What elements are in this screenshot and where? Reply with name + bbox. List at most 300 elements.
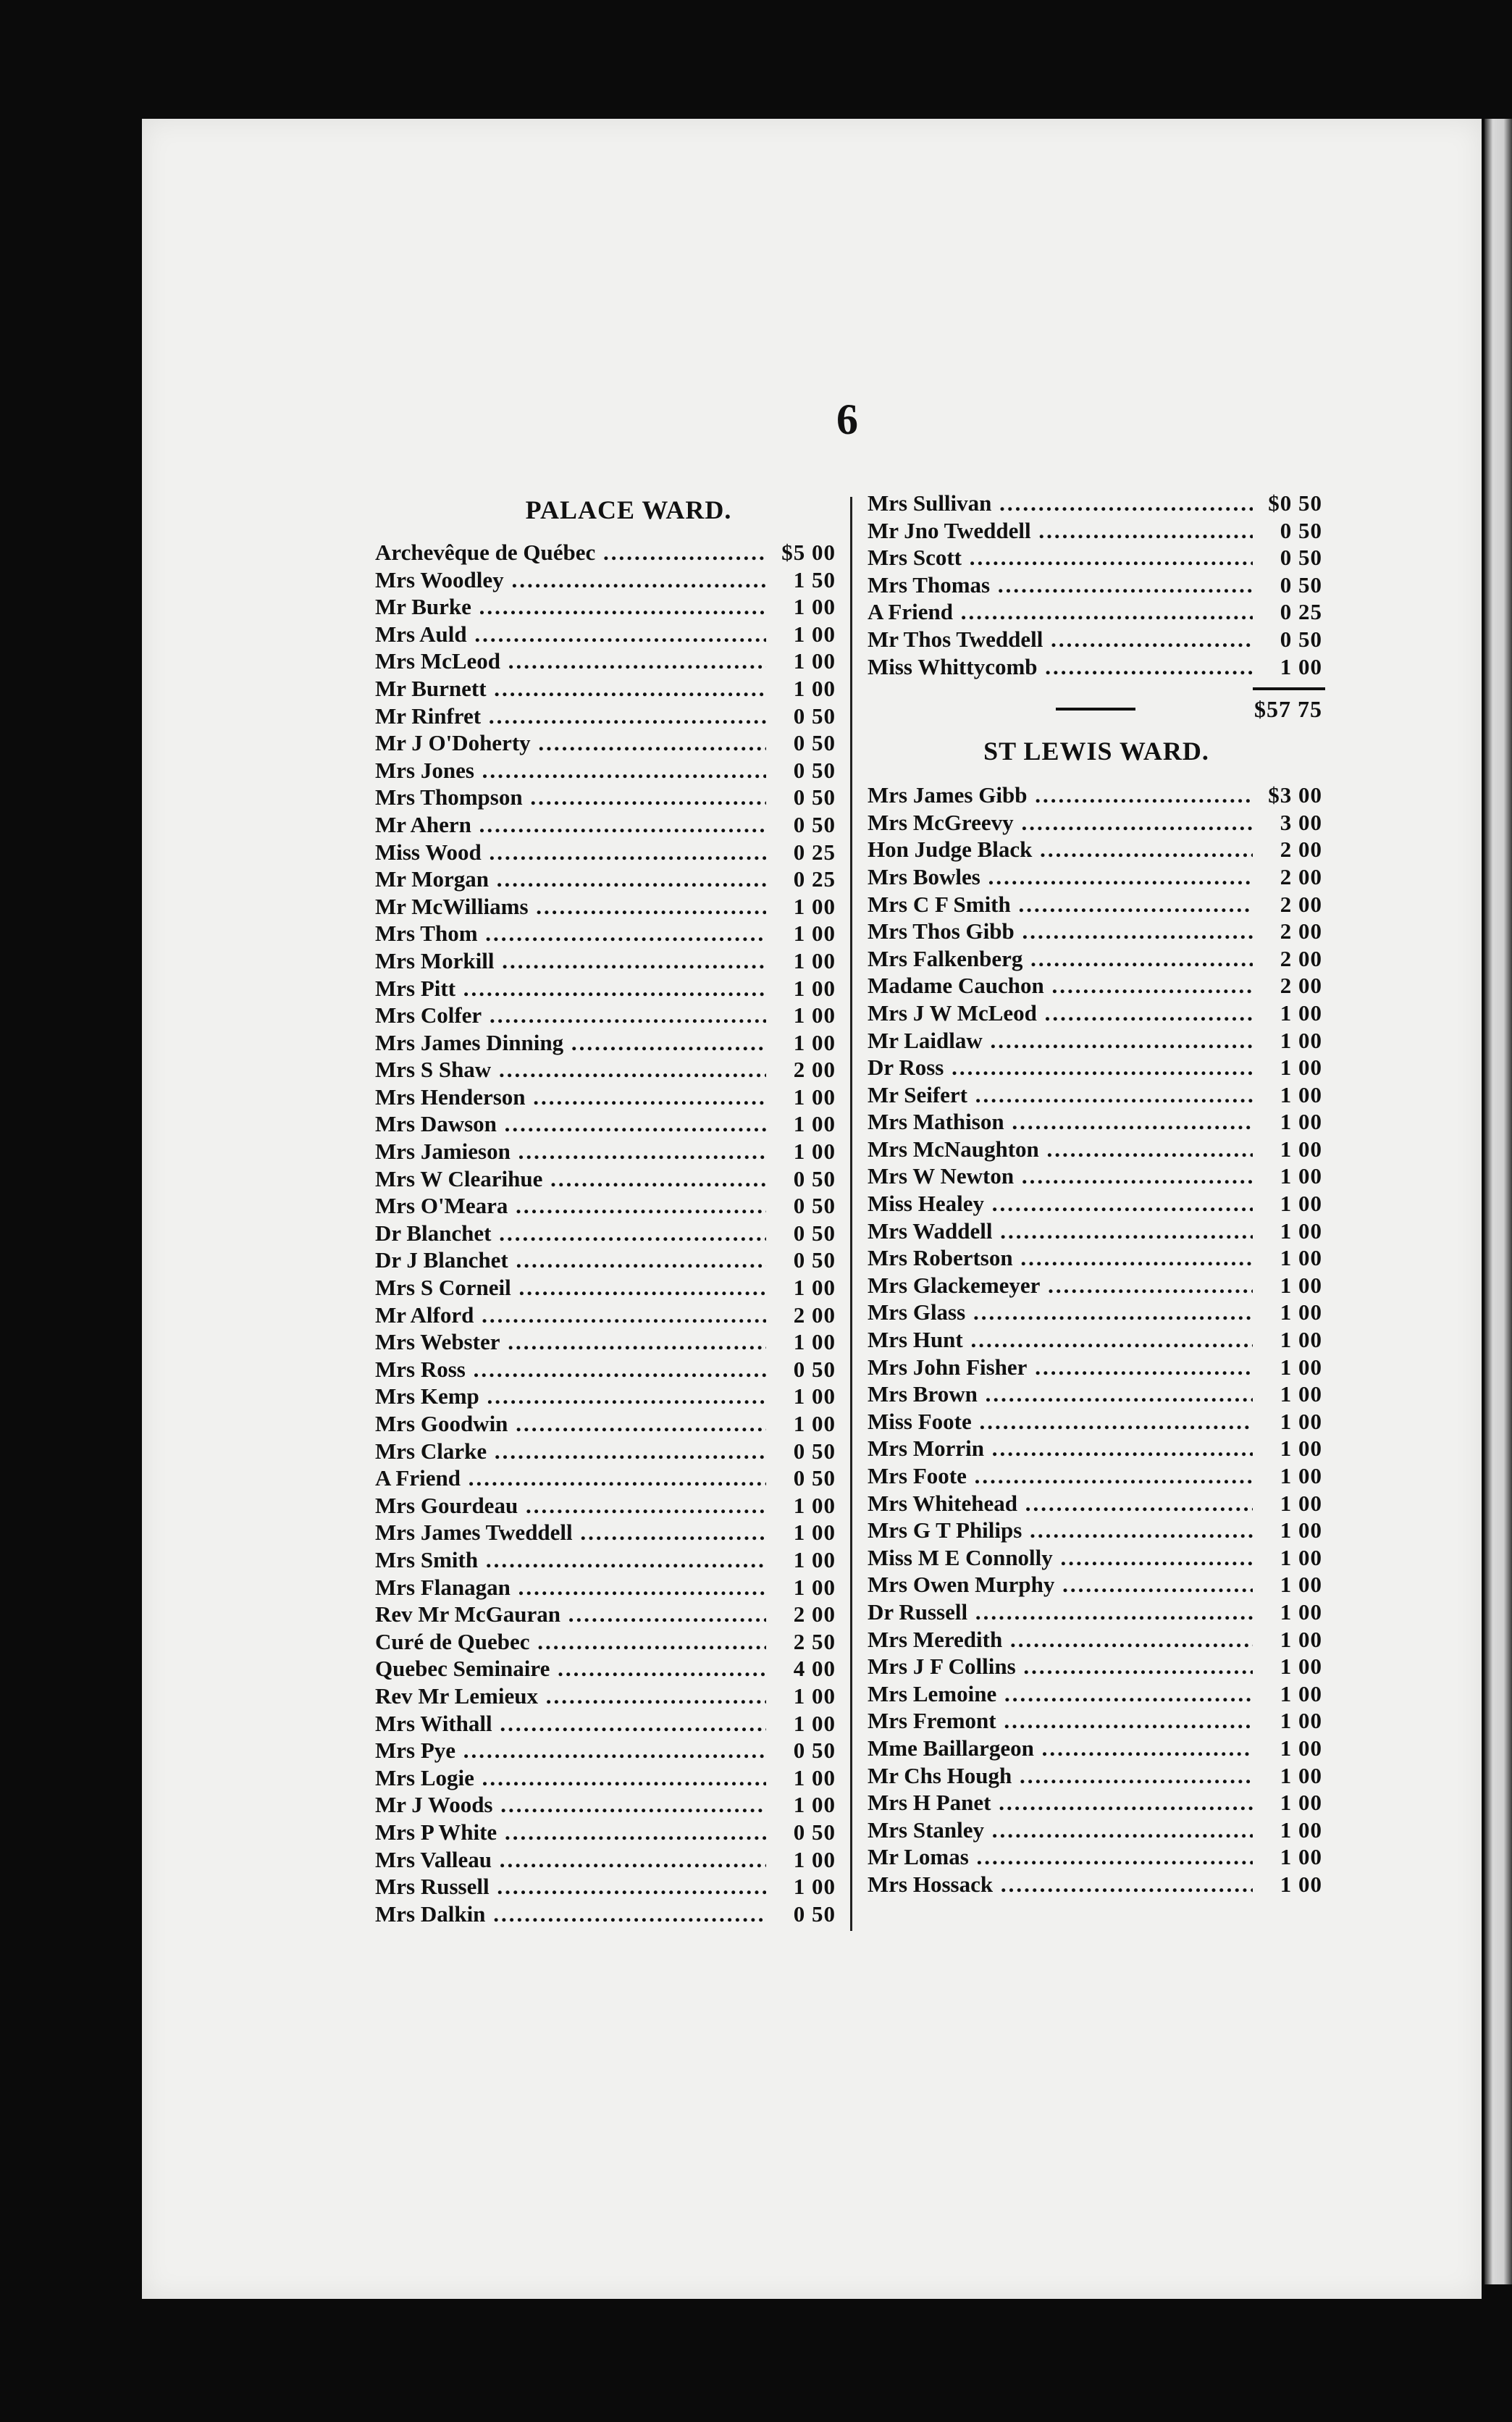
donor-name: Mrs J F Collins ..... bbox=[868, 1653, 1253, 1680]
list-item bbox=[868, 1626, 1325, 1654]
list-item bbox=[868, 918, 1325, 945]
list-item bbox=[375, 1328, 839, 1356]
donor-name: Mrs Kemp ..... bbox=[375, 1383, 766, 1410]
list-item bbox=[868, 490, 1325, 517]
list-item bbox=[868, 1571, 1325, 1598]
donation-amount: 1 00 bbox=[793, 1492, 836, 1518]
donation-amount: 1 00 bbox=[1280, 1680, 1322, 1706]
list-item bbox=[868, 1218, 1325, 1245]
donor-name: Mrs McGreevy ..... bbox=[868, 809, 1253, 837]
donation-amount: 0 50 bbox=[793, 757, 836, 783]
donation-amount: 0 25 bbox=[793, 866, 836, 892]
donation-amount: 0 50 bbox=[793, 1165, 836, 1191]
donation-amount: 1 00 bbox=[1280, 1544, 1322, 1570]
donation-amount: 1 00 bbox=[1280, 1381, 1322, 1407]
donor-name: Mr Ahern ..... bbox=[375, 811, 766, 839]
list-item bbox=[868, 1462, 1325, 1490]
donor-name: Mr Burke ..... bbox=[375, 593, 766, 621]
donation-amount: 1 00 bbox=[1280, 1762, 1322, 1788]
list-item bbox=[375, 1601, 839, 1628]
donation-amount: 2 00 bbox=[1280, 863, 1322, 889]
list-item bbox=[375, 1084, 839, 1111]
donation-amount: 1 00 bbox=[1280, 1109, 1322, 1135]
donation-amount: 0 50 bbox=[793, 730, 836, 756]
donation-amount: 0 50 bbox=[793, 811, 836, 837]
list-item bbox=[868, 1817, 1325, 1844]
donor-name: Mrs Hunt ..... bbox=[868, 1326, 1253, 1354]
donor-name: Miss Foote ..... bbox=[868, 1408, 1253, 1436]
donor-name: Miss Wood ..... bbox=[375, 839, 766, 866]
donation-amount: 1 00 bbox=[1280, 1027, 1322, 1053]
donor-name: Mrs Clarke ..... bbox=[375, 1438, 766, 1465]
donation-amount: 0 50 bbox=[793, 1356, 836, 1382]
donor-name: Mr Laidlaw ..... bbox=[868, 1027, 1253, 1055]
palace-ward-continued-list bbox=[868, 490, 1325, 680]
donor-name: Mrs Gourdeau ..... bbox=[375, 1492, 766, 1520]
list-item bbox=[375, 1138, 839, 1165]
donor-name: Curé de Quebec ..... bbox=[375, 1628, 766, 1656]
donation-amount: 1 50 bbox=[793, 566, 836, 592]
donation-amount: 1 00 bbox=[793, 1002, 836, 1028]
donation-amount: 1 00 bbox=[793, 1411, 836, 1436]
donation-amount: 1 00 bbox=[793, 1111, 836, 1137]
donation-amount: 1 00 bbox=[1280, 653, 1322, 679]
list-item bbox=[868, 1136, 1325, 1163]
donor-name: Mrs Bowles ..... bbox=[868, 863, 1253, 891]
donor-name: Mrs Russell ..... bbox=[375, 1873, 766, 1901]
donation-amount: 1 00 bbox=[793, 1329, 836, 1355]
donor-name: Mrs P White ..... bbox=[375, 1819, 766, 1846]
donation-amount: 1 00 bbox=[1280, 1626, 1322, 1652]
list-item bbox=[375, 1410, 839, 1438]
donation-amount: 2 00 bbox=[793, 1302, 836, 1328]
list-item bbox=[375, 839, 839, 866]
donor-name: Mrs Sullivan ..... bbox=[868, 490, 1253, 517]
list-item bbox=[868, 1490, 1325, 1517]
donation-amount: 1 00 bbox=[793, 1683, 836, 1709]
donor-name: Mrs Colfer ..... bbox=[375, 1002, 766, 1029]
palace-ward-heading: PALACE WARD. bbox=[525, 495, 732, 524]
list-item bbox=[868, 517, 1325, 545]
donation-amount: 1 00 bbox=[1280, 1735, 1322, 1761]
list-item bbox=[868, 544, 1325, 571]
donor-name: Mrs Dalkin ..... bbox=[375, 1901, 766, 1928]
donor-name: Mrs Webster ..... bbox=[375, 1328, 766, 1356]
donation-amount: 1 00 bbox=[1280, 1245, 1322, 1271]
list-item bbox=[375, 1737, 839, 1764]
donor-name: Mrs S Corneil ..... bbox=[375, 1274, 766, 1302]
list-item bbox=[375, 1519, 839, 1546]
list-item bbox=[375, 703, 839, 730]
donation-amount: 0 50 bbox=[793, 784, 836, 810]
list-item bbox=[868, 1108, 1325, 1136]
donation-amount: 1 00 bbox=[1280, 1163, 1322, 1189]
list-item bbox=[375, 893, 839, 921]
donor-name: Mrs W Newton ..... bbox=[868, 1162, 1253, 1190]
donor-name: Dr Russell ..... bbox=[868, 1598, 1253, 1626]
donor-name: Mr J O'Doherty ..... bbox=[375, 729, 766, 757]
donation-amount: 1 00 bbox=[793, 1383, 836, 1409]
donor-name: Mrs H Panet ..... bbox=[868, 1789, 1253, 1817]
list-item bbox=[868, 1027, 1325, 1055]
donor-name: Mrs Meredith ..... bbox=[868, 1626, 1253, 1654]
donation-amount: 1 00 bbox=[1280, 1136, 1322, 1162]
donor-name: Mrs Glass ..... bbox=[868, 1299, 1253, 1326]
list-item bbox=[375, 1029, 839, 1057]
donor-name: Mrs Glackemeyer ..... bbox=[868, 1272, 1253, 1299]
donor-name: A Friend ..... bbox=[868, 598, 1253, 626]
right-column bbox=[868, 490, 1325, 1898]
list-item bbox=[375, 1710, 839, 1738]
donation-amount: 0 50 bbox=[793, 1738, 836, 1764]
donation-amount: 0 50 bbox=[793, 1901, 836, 1927]
donor-name: Mrs McLeod ..... bbox=[375, 648, 766, 675]
list-item bbox=[375, 866, 839, 893]
list-item bbox=[868, 653, 1325, 681]
palace-ward-total-block bbox=[868, 687, 1325, 731]
list-item bbox=[375, 1574, 839, 1601]
list-item bbox=[868, 782, 1325, 809]
donor-name: Mrs Withall ..... bbox=[375, 1710, 766, 1738]
donation-amount: 1 00 bbox=[793, 1874, 836, 1900]
donation-amount: 1 00 bbox=[793, 1139, 836, 1165]
donation-amount: 1 00 bbox=[1280, 1490, 1322, 1516]
list-item bbox=[375, 1846, 839, 1874]
donor-name: Mr Alford ..... bbox=[375, 1302, 766, 1329]
donation-amount: 1 00 bbox=[1280, 1517, 1322, 1543]
list-item bbox=[868, 626, 1325, 653]
donation-amount: 1 00 bbox=[1280, 1817, 1322, 1843]
donation-amount: 1 00 bbox=[793, 1546, 836, 1572]
column-divider bbox=[850, 497, 852, 1931]
list-item bbox=[375, 648, 839, 675]
donor-name: Mr Thos Tweddell ..... bbox=[868, 626, 1253, 653]
donation-amount: 2 00 bbox=[1280, 891, 1322, 917]
list-item bbox=[375, 1546, 839, 1574]
list-item bbox=[868, 1435, 1325, 1462]
donation-amount: 1 00 bbox=[1280, 1708, 1322, 1734]
list-item bbox=[375, 1764, 839, 1792]
list-item bbox=[375, 675, 839, 703]
donor-name: Dr Blanchet ..... bbox=[375, 1220, 766, 1247]
donation-amount: 1 00 bbox=[793, 594, 836, 620]
donor-name: Rev Mr Lemieux ..... bbox=[375, 1683, 766, 1710]
donation-amount: 0 50 bbox=[1280, 517, 1322, 543]
list-item bbox=[868, 836, 1325, 863]
list-item bbox=[868, 571, 1325, 599]
donor-name: Mme Baillargeon ..... bbox=[868, 1735, 1253, 1762]
donation-amount: 1 00 bbox=[793, 975, 836, 1001]
list-item bbox=[868, 1244, 1325, 1272]
donation-amount: 1 00 bbox=[1280, 1299, 1322, 1325]
donation-amount: 1 00 bbox=[1280, 1081, 1322, 1107]
list-item bbox=[868, 1789, 1325, 1817]
total-top-rule bbox=[1253, 687, 1325, 690]
palace-ward-total-row bbox=[868, 687, 1325, 731]
donor-name: Mrs Morrin ..... bbox=[868, 1435, 1253, 1462]
donor-name: Mrs Thom ..... bbox=[375, 920, 766, 947]
donor-name: Miss Whittycomb ..... bbox=[868, 653, 1253, 681]
donor-name: Mrs Morkill ..... bbox=[375, 947, 766, 975]
donation-amount: 0 50 bbox=[793, 703, 836, 729]
donation-amount: 1 00 bbox=[1280, 1272, 1322, 1298]
donor-name: Mrs O'Meara ..... bbox=[375, 1192, 766, 1220]
donation-amount: 0 50 bbox=[793, 1193, 836, 1219]
donor-name: Mrs Ross ..... bbox=[375, 1356, 766, 1383]
donation-amount: 1 00 bbox=[1280, 1436, 1322, 1462]
donation-amount: 1 00 bbox=[793, 621, 836, 647]
donation-amount: 3 00 bbox=[1280, 809, 1322, 835]
donor-name: Mr Jno Tweddell ..... bbox=[868, 517, 1253, 545]
donor-name: Mrs Pitt ..... bbox=[375, 975, 766, 1002]
list-item bbox=[868, 1299, 1325, 1326]
donation-amount: 1 00 bbox=[793, 893, 836, 919]
list-item bbox=[868, 598, 1325, 626]
donor-name: Mrs Mathison ..... bbox=[868, 1108, 1253, 1136]
list-item bbox=[868, 1843, 1325, 1871]
list-item bbox=[375, 1683, 839, 1710]
donor-name: Mrs Goodwin ..... bbox=[375, 1410, 766, 1438]
donation-amount: 0 25 bbox=[1280, 599, 1322, 625]
donor-name: Rev Mr McGauran ..... bbox=[375, 1601, 766, 1628]
list-item bbox=[375, 729, 839, 757]
donation-amount: 1 00 bbox=[793, 1792, 836, 1818]
donation-amount: 1 00 bbox=[793, 1710, 836, 1736]
donor-name: Mrs James Dinning ..... bbox=[375, 1029, 766, 1057]
donation-amount: 2 50 bbox=[793, 1628, 836, 1654]
donation-amount: 1 00 bbox=[1280, 1871, 1322, 1897]
donor-name: Mrs Fremont ..... bbox=[868, 1707, 1253, 1735]
donation-amount: 2 00 bbox=[1280, 837, 1322, 863]
list-item bbox=[375, 1383, 839, 1410]
donation-amount: 1 00 bbox=[793, 648, 836, 674]
list-item bbox=[868, 1707, 1325, 1735]
donor-name: Mrs Brown ..... bbox=[868, 1380, 1253, 1408]
list-item bbox=[375, 1220, 839, 1247]
donation-amount: 1 00 bbox=[793, 1084, 836, 1110]
list-item bbox=[375, 1901, 839, 1928]
donation-amount: 1 00 bbox=[1280, 1327, 1322, 1353]
list-item bbox=[868, 1762, 1325, 1790]
donation-amount: 0 50 bbox=[793, 1465, 836, 1491]
donor-name: Mr Seifert ..... bbox=[868, 1081, 1253, 1109]
donor-name: Mrs Flanagan ..... bbox=[375, 1574, 766, 1601]
list-item bbox=[868, 1680, 1325, 1708]
donor-name: Dr J Blanchet ..... bbox=[375, 1246, 766, 1274]
donor-name: Mrs Waddell ..... bbox=[868, 1218, 1253, 1245]
donation-amount: 0 50 bbox=[793, 1220, 836, 1246]
list-item bbox=[375, 1056, 839, 1084]
donor-name: Mrs Robertson ..... bbox=[868, 1244, 1253, 1272]
list-item bbox=[375, 1274, 839, 1302]
list-item bbox=[868, 863, 1325, 891]
list-item bbox=[375, 539, 839, 566]
donor-name: Mrs W Clearihue ..... bbox=[375, 1165, 766, 1193]
list-item bbox=[868, 1000, 1325, 1027]
donor-name: Mrs Owen Murphy ..... bbox=[868, 1571, 1253, 1598]
list-item bbox=[868, 1408, 1325, 1436]
list-item bbox=[375, 1356, 839, 1383]
list-item bbox=[375, 621, 839, 648]
donor-name: Mrs Smith ..... bbox=[375, 1546, 766, 1574]
donor-name: A Friend ..... bbox=[375, 1464, 766, 1492]
donation-amount: $3 00 bbox=[1268, 782, 1322, 808]
list-item bbox=[868, 809, 1325, 837]
donor-name: Mrs McNaughton ..... bbox=[868, 1136, 1253, 1163]
donation-amount: 1 00 bbox=[1280, 1218, 1322, 1244]
donation-amount: 1 00 bbox=[1280, 1844, 1322, 1870]
list-item bbox=[868, 1354, 1325, 1381]
list-item bbox=[868, 972, 1325, 1000]
donation-amount: 0 25 bbox=[793, 839, 836, 865]
donor-name: Mr Burnett ..... bbox=[375, 675, 766, 703]
donation-amount: 1 00 bbox=[1280, 1598, 1322, 1625]
donation-amount: 1 00 bbox=[1280, 1408, 1322, 1434]
list-item bbox=[868, 1544, 1325, 1572]
donation-amount: 1 00 bbox=[1280, 1790, 1322, 1816]
donor-name: Mrs Foote ..... bbox=[868, 1462, 1253, 1490]
donation-amount: 1 00 bbox=[793, 1520, 836, 1546]
donation-amount: 1 00 bbox=[1280, 1463, 1322, 1488]
donor-name: Mrs Woodley ..... bbox=[375, 566, 766, 594]
donor-name: Mrs Hossack ..... bbox=[868, 1871, 1253, 1898]
palace-ward-list bbox=[375, 539, 839, 1927]
donor-name: Mr J Woods ..... bbox=[375, 1791, 766, 1819]
donor-name: Mrs S Shaw ..... bbox=[375, 1056, 766, 1084]
donor-name: Miss Healey ..... bbox=[868, 1190, 1253, 1218]
list-item bbox=[375, 784, 839, 811]
list-item bbox=[868, 1326, 1325, 1354]
donor-name: Quebec Seminaire ..... bbox=[375, 1655, 766, 1683]
list-item bbox=[375, 1464, 839, 1492]
donor-name: Mrs Stanley ..... bbox=[868, 1817, 1253, 1844]
donor-name: Mrs G T Philips ..... bbox=[868, 1517, 1253, 1544]
donor-name: Mr Rinfret ..... bbox=[375, 703, 766, 730]
donation-amount: 0 50 bbox=[793, 1438, 836, 1464]
donor-name: Dr Ross ..... bbox=[868, 1054, 1253, 1081]
donation-amount: $5 00 bbox=[781, 540, 836, 565]
donor-name: Mrs Auld ..... bbox=[375, 621, 766, 648]
list-item bbox=[375, 1302, 839, 1329]
donor-name: Mrs Thos Gibb ..... bbox=[868, 918, 1253, 945]
adjacent-page-edge bbox=[1484, 119, 1512, 2284]
page-number: 6 bbox=[836, 395, 858, 443]
list-item bbox=[868, 1380, 1325, 1408]
list-item bbox=[375, 811, 839, 839]
donor-name: Mr Lomas ..... bbox=[868, 1843, 1253, 1871]
donor-name: Mr Chs Hough ..... bbox=[868, 1762, 1253, 1790]
donation-amount: 1 00 bbox=[1280, 1654, 1322, 1680]
donation-amount: 0 50 bbox=[1280, 571, 1322, 598]
donor-name: Hon Judge Black ..... bbox=[868, 836, 1253, 863]
st-lewis-ward-list bbox=[868, 782, 1325, 1898]
donation-amount: 0 50 bbox=[1280, 626, 1322, 652]
palace-ward-total: $57 75 bbox=[1254, 695, 1322, 722]
list-item bbox=[375, 1165, 839, 1193]
donation-amount: 2 00 bbox=[793, 1057, 836, 1083]
total-rule bbox=[1056, 708, 1135, 711]
donor-name: Mrs Logie ..... bbox=[375, 1764, 766, 1792]
donor-name: Mrs Thompson ..... bbox=[375, 784, 766, 811]
list-item bbox=[868, 1190, 1325, 1218]
st-lewis-ward-heading: ST LEWIS WARD. bbox=[983, 737, 1209, 766]
list-item bbox=[868, 891, 1325, 918]
donor-name: Mrs Thomas ..... bbox=[868, 571, 1253, 599]
list-item bbox=[375, 1492, 839, 1520]
list-item bbox=[868, 1735, 1325, 1762]
list-item bbox=[868, 945, 1325, 973]
list-item bbox=[868, 1272, 1325, 1299]
donation-amount: 1 00 bbox=[793, 1275, 836, 1301]
donor-name: Miss M E Connolly ..... bbox=[868, 1544, 1253, 1572]
donation-amount: 2 00 bbox=[1280, 918, 1322, 944]
list-item bbox=[375, 1002, 839, 1029]
list-item bbox=[375, 1438, 839, 1465]
donation-amount: 1 00 bbox=[793, 1029, 836, 1055]
donor-name: Mr McWilliams ..... bbox=[375, 893, 766, 921]
donor-name: Mr Morgan ..... bbox=[375, 866, 766, 893]
donation-amount: 0 50 bbox=[793, 1819, 836, 1845]
list-item bbox=[868, 1598, 1325, 1626]
list-item bbox=[375, 593, 839, 621]
donation-amount: 1 00 bbox=[1280, 1572, 1322, 1598]
list-item bbox=[375, 1791, 839, 1819]
list-item bbox=[375, 757, 839, 784]
donor-name: Mrs C F Smith ..... bbox=[868, 891, 1253, 918]
donor-name: Mrs Lemoine ..... bbox=[868, 1680, 1253, 1708]
donor-name: Mrs Whitehead ..... bbox=[868, 1490, 1253, 1517]
list-item bbox=[868, 1054, 1325, 1081]
list-item bbox=[375, 1246, 839, 1274]
donor-name: Mrs Henderson ..... bbox=[375, 1084, 766, 1111]
donor-name: Madame Cauchon ..... bbox=[868, 972, 1253, 1000]
donor-name: Mrs Scott ..... bbox=[868, 544, 1253, 571]
donation-amount: 4 00 bbox=[793, 1656, 836, 1682]
donation-amount: 0 50 bbox=[793, 1247, 836, 1273]
donor-name: Archevêque de Québec ..... bbox=[375, 539, 766, 566]
list-item bbox=[868, 1871, 1325, 1898]
donation-amount: 1 00 bbox=[793, 947, 836, 973]
donor-name: Mrs J W McLeod ..... bbox=[868, 1000, 1253, 1027]
donation-amount: 1 00 bbox=[793, 921, 836, 947]
list-item bbox=[375, 1819, 839, 1846]
list-item bbox=[868, 1162, 1325, 1190]
list-item bbox=[375, 975, 839, 1002]
donor-name: Mrs James Gibb ..... bbox=[868, 782, 1253, 809]
list-item bbox=[375, 566, 839, 594]
donor-name: Mrs Dawson ..... bbox=[375, 1110, 766, 1138]
palace-ward-column bbox=[375, 490, 839, 1927]
donation-amount: 1 00 bbox=[793, 1574, 836, 1600]
donor-name: Mrs Jones ..... bbox=[375, 757, 766, 784]
donation-amount: 1 00 bbox=[793, 1846, 836, 1872]
donor-name: Mrs Valleau ..... bbox=[375, 1846, 766, 1874]
list-item bbox=[375, 1628, 839, 1656]
donation-amount: 1 00 bbox=[1280, 1354, 1322, 1380]
donation-amount: 1 00 bbox=[793, 1764, 836, 1790]
donor-name: Mrs John Fisher ..... bbox=[868, 1354, 1253, 1381]
list-item bbox=[375, 920, 839, 947]
list-item bbox=[868, 1081, 1325, 1109]
list-item bbox=[375, 1655, 839, 1683]
donation-amount: 2 00 bbox=[1280, 973, 1322, 999]
list-item bbox=[868, 1653, 1325, 1680]
donation-amount: $0 50 bbox=[1268, 490, 1322, 516]
donation-amount: 2 00 bbox=[1280, 945, 1322, 971]
list-item bbox=[375, 1192, 839, 1220]
donation-amount: 2 00 bbox=[793, 1601, 836, 1627]
list-item bbox=[375, 1873, 839, 1901]
